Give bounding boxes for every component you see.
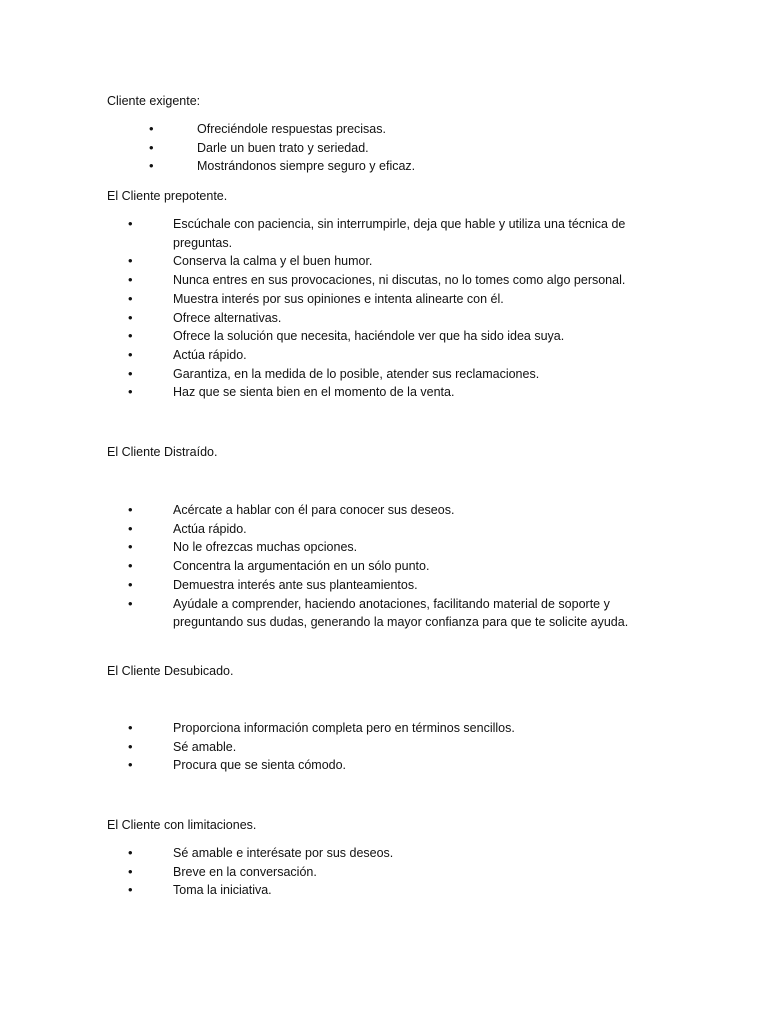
section-heading: El Cliente prepotente. xyxy=(107,189,228,203)
list-item-text: Garantiza, en la medida de lo posible, atender sus reclamaciones. xyxy=(173,366,540,381)
section-heading: El Cliente Desubicado. xyxy=(107,664,234,678)
list-item-text: Ofreciéndole respuestas precisas. xyxy=(197,122,386,136)
list-item xyxy=(128,881,668,900)
bullet-icon: • xyxy=(128,216,133,231)
bullet-icon: • xyxy=(128,595,133,611)
list-item xyxy=(149,139,549,158)
list-item xyxy=(128,576,668,595)
list-item xyxy=(128,738,668,757)
list-item-text: Actúa rápido. xyxy=(173,521,247,536)
bullet-icon: • xyxy=(128,539,133,555)
list-item xyxy=(128,538,668,557)
list-item-text: Conserva la calma y el buen humor. xyxy=(173,254,373,269)
list-item-text: Procura que se sienta cómodo. xyxy=(173,758,347,773)
list-item xyxy=(128,327,668,346)
list-item xyxy=(128,309,668,328)
section-cliente-desubicado xyxy=(107,662,667,773)
bullet-icon: • xyxy=(128,720,133,735)
list-item-text: Ofrece la solución que necesita, haciéndole ver que ha sido idea suya. xyxy=(173,329,565,344)
bullet-icon: • xyxy=(128,558,133,574)
bullet-list xyxy=(128,844,668,900)
list-item-text: Darle un buen trato y seriedad. xyxy=(197,140,369,155)
bullet-icon: • xyxy=(128,502,133,517)
list-item-text: Actúa rápido. xyxy=(173,347,247,362)
bullet-icon: • xyxy=(128,290,133,306)
list-item xyxy=(128,863,668,882)
bullet-icon: • xyxy=(128,384,133,400)
bullet-icon: • xyxy=(128,272,133,288)
list-item-text: Mostrándonos siempre seguro y eficaz. xyxy=(197,159,416,174)
section-cliente-distraido xyxy=(107,443,667,630)
bullet-icon: • xyxy=(128,520,133,536)
list-item xyxy=(128,252,668,271)
list-item xyxy=(128,557,668,576)
list-item-text: Ofrece alternativas. xyxy=(173,310,282,325)
list-item xyxy=(128,595,668,632)
section-heading: El Cliente Distraído. xyxy=(107,445,218,459)
list-item xyxy=(149,120,549,139)
list-item-text: Concentra la argumentación en un sólo punto. xyxy=(173,559,430,574)
list-item xyxy=(128,501,668,520)
section-cliente-prepotente xyxy=(107,187,667,400)
bullet-icon: • xyxy=(128,757,133,773)
section-heading: Cliente exigente: xyxy=(107,94,201,108)
section-cliente-exigente xyxy=(107,92,667,174)
list-item xyxy=(128,346,668,365)
bullet-icon: • xyxy=(149,139,154,155)
bullet-icon: • xyxy=(149,158,154,174)
list-item-text: Muestra interés por sus opiniones e intenta alinearte con él. xyxy=(173,291,504,306)
list-item xyxy=(149,157,549,176)
bullet-icon: • xyxy=(149,121,154,136)
list-item xyxy=(128,756,668,775)
list-item-text: Ayúdale a comprender, haciendo anotaciones, facilitando material de soporte y preguntando sus dudas, generando la mayor confianza para que te solicite ayuda. xyxy=(173,596,629,630)
list-item xyxy=(128,520,668,539)
list-item-text: Sé amable e interésate por sus deseos. xyxy=(173,846,394,860)
bullet-list xyxy=(128,719,668,775)
list-item xyxy=(128,844,668,863)
list-item-text: Haz que se sienta bien en el momento de la venta. xyxy=(173,385,455,400)
list-item xyxy=(128,383,668,402)
bullet-icon: • xyxy=(128,328,133,344)
bullet-icon: • xyxy=(128,863,133,879)
list-item xyxy=(128,271,668,290)
list-item-text: No le ofrezcas muchas opciones. xyxy=(173,540,358,555)
bullet-icon: • xyxy=(128,253,133,269)
bullet-icon: • xyxy=(128,845,133,860)
list-item-text: Breve en la conversación. xyxy=(173,864,317,879)
bullet-icon: • xyxy=(128,346,133,362)
list-item xyxy=(128,215,668,252)
bullet-icon: • xyxy=(128,576,133,592)
list-item-text: Proporciona información completa pero en términos sencillos. xyxy=(173,721,515,735)
bullet-list xyxy=(128,501,668,632)
list-item-text: Toma la iniciativa. xyxy=(173,883,272,898)
list-item xyxy=(128,365,668,384)
bullet-icon: • xyxy=(128,738,133,754)
list-item-text: Acércate a hablar con él para conocer sus deseos. xyxy=(173,503,455,517)
list-item-text: Sé amable. xyxy=(173,739,237,754)
list-item-text: Demuestra interés ante sus planteamientos. xyxy=(173,577,418,592)
bullet-list xyxy=(149,120,549,176)
bullet-icon: • xyxy=(128,309,133,325)
list-item xyxy=(128,290,668,309)
bullet-icon: • xyxy=(128,365,133,381)
list-item xyxy=(128,719,668,738)
list-item-text: Escúchale con paciencia, sin interrumpirle, deja que hable y utiliza una técnica de preguntas. xyxy=(173,217,626,250)
section-cliente-con-limitaciones xyxy=(107,816,667,898)
bullet-list xyxy=(128,215,668,402)
list-item-text: Nunca entres en sus provocaciones, ni discutas, no lo tomes como algo personal. xyxy=(173,273,626,288)
bullet-icon: • xyxy=(128,882,133,898)
section-heading: El Cliente con limitaciones. xyxy=(107,818,257,832)
